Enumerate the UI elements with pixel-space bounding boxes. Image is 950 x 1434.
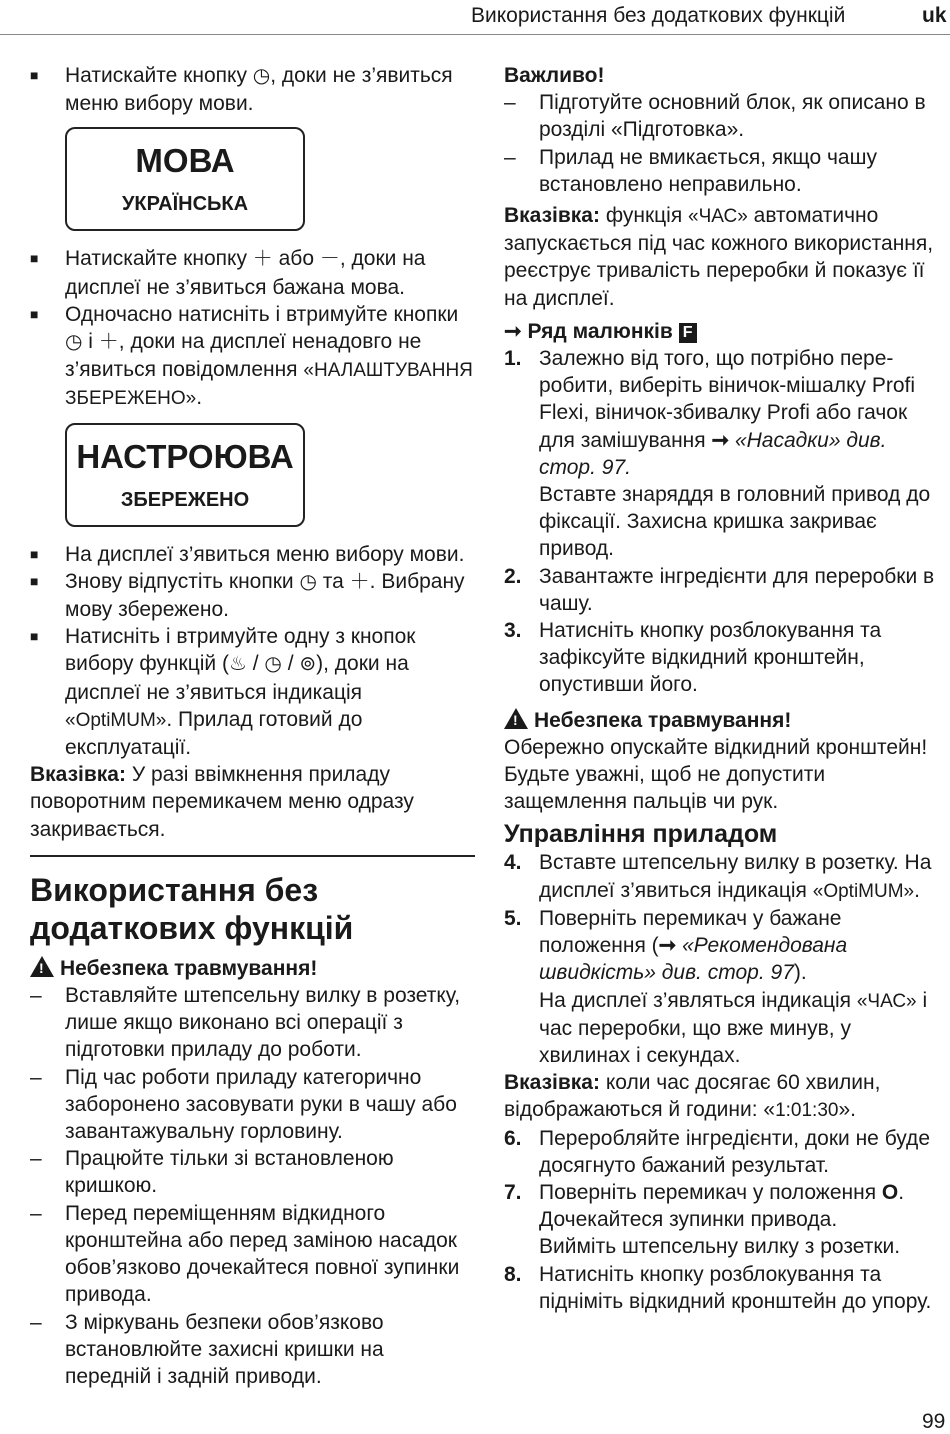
timer-icon: ◷ bbox=[264, 653, 282, 676]
arrow-right-icon: ➞ bbox=[711, 428, 730, 452]
figure-box: F bbox=[679, 323, 697, 343]
warning-triangle-icon bbox=[30, 956, 54, 977]
right-column bbox=[504, 62, 944, 1315]
list-item: ■ Натискайте кнопку ＋ або －, доки на дисплеї не з’явиться бажана мова. bbox=[30, 245, 475, 300]
list-item: – Перед переміщенням відкидного кронштейна або перед заміною насадок обов’язково дочекайтеся повної зупинки привода. bbox=[30, 1200, 475, 1309]
step-item: 3. Натисніть кнопку розблокування та зафіксуйте відкидний кронштейн, опустивши його. bbox=[504, 619, 882, 697]
left-column bbox=[30, 62, 475, 1390]
list-item: – Під час роботи приладу категорично заборонено засовувати руки в чашу або завантажувальну горловину. bbox=[30, 1064, 475, 1146]
note: Вказівка: функція «ЧАС» автоматично запускається під час кожного використання, реєструє тривалість переробки й показує її на дисплеї. bbox=[504, 204, 934, 310]
section-title: Використання без додаткових функцій bbox=[30, 855, 475, 947]
plus-icon: ＋ bbox=[252, 248, 273, 271]
timer-icon: ◷ bbox=[252, 65, 271, 87]
step-item: 5. Поверніть перемикач у бажане положення (➞ «Рекомендована швидкість» див. стор. 97). На дисплеї з’являться індикація «ЧАС» і час переробки, що вже минув, у хвилинах і секундах. bbox=[504, 906, 928, 1067]
list-item: ■ Одночасно натисніть і втримуйте кнопки ◷ і ＋, доки на дисплеї ненадовго не з’явиться повідомлення «НАЛАШТУВАННЯ ЗБЕРЕЖЕНО». bbox=[30, 301, 475, 413]
display-big-text: МОВА bbox=[135, 142, 235, 180]
warning-heading: !Небезпека травмування! bbox=[30, 955, 475, 982]
display-language bbox=[65, 127, 305, 231]
step-item: 6. Переробляйте інгредієнти, доки не буде досягнуто бажаний результат. bbox=[504, 1126, 930, 1177]
step-item: 7. Поверніть перемикач у положення O. Дочекайтеся зупинки привода. Вийміть штепсельну вилку з розетки. bbox=[504, 1180, 905, 1259]
note: Вказівка: коли час досягає 60 хвилин, відображаються й години: «1:01:30». bbox=[504, 1071, 881, 1122]
page-number: 99 bbox=[922, 1410, 946, 1433]
display-big-text: НАСТРОЮВА bbox=[76, 437, 294, 475]
header-language: uk bbox=[922, 4, 947, 27]
step-item: 4. Вставте штепсельну вилку в розетку. На дисплеї з’явиться індикація «OptiMUM». bbox=[504, 851, 932, 902]
warning-triangle-icon bbox=[504, 708, 528, 729]
warning-text: Обережно опускайте відкидний кронштейн! Будьте уважні, щоб не допустити защемлення пальців чи рук. bbox=[504, 735, 928, 814]
note: Вказівка: У разі ввімкнення приладу поворотним перемикачем меню одразу закривається. bbox=[30, 763, 414, 841]
arrow-right-icon: ➞ bbox=[504, 319, 522, 343]
warning-heading: !Небезпека травмування! bbox=[504, 707, 944, 734]
timer-icon: ◷ bbox=[65, 331, 83, 354]
scale-icon: ⊚ bbox=[299, 653, 317, 676]
plus-icon: ＋ bbox=[349, 570, 370, 593]
minus-icon: － bbox=[319, 248, 340, 271]
step-item: 2. Завантажте інгредієнти для переробки в чашу. bbox=[504, 564, 935, 615]
subsection-title: Управління приладом bbox=[504, 820, 778, 849]
display-small-text: УКРАЇНСЬКА bbox=[121, 193, 249, 216]
list-item: ■ Натискайте кнопку ◷, доки не з’явиться меню вибору мови. bbox=[30, 62, 475, 117]
timer-icon: ◷ bbox=[299, 570, 317, 593]
list-item: – Підготуйте основний блок, як описано в розділі «Підготовка». bbox=[504, 89, 944, 143]
arrow-right-icon: ➞ bbox=[658, 934, 677, 958]
plus-icon: ＋ bbox=[98, 331, 119, 354]
display-small-text: ЗБЕРЕЖЕНО bbox=[120, 488, 250, 511]
list-item: – Прилад не вмикається, якщо чашу встановлено неправильно. bbox=[504, 144, 944, 198]
list-item: ■ На дисплеї з’явиться меню вибору мови. bbox=[30, 541, 475, 568]
list-item: – Працюйте тільки зі встановленою кришкою. bbox=[30, 1145, 475, 1199]
off-circle-icon: O bbox=[881, 1180, 899, 1204]
display-saved bbox=[65, 423, 305, 527]
important-heading: Важливо! bbox=[504, 64, 605, 87]
figure-reference: ➞ Ряд малюнків F bbox=[504, 318, 944, 345]
list-item: – Вставляйте штепсельну вилку в розетку, лише якщо виконано всі операції з підготовки приладу до роботи. bbox=[30, 982, 475, 1064]
step-item: 8. Натисніть кнопку розблокування та підніміть відкидний кронштейн до упору. bbox=[504, 1262, 932, 1313]
page-header bbox=[0, 0, 950, 35]
list-item: – З міркувань безпеки обов’язково встановлюйте захисні кришки на передній і задній приводи. bbox=[30, 1309, 475, 1391]
list-item: ■ Натисніть і втримуйте одну з кнопок вибору функцій (♨ / ◷ / ⊚), доки на дисплеї не з’явиться індикація «OptiMUM». Прилад готовий до експлуатації. bbox=[30, 623, 475, 761]
bowl-icon: ♨ bbox=[228, 653, 247, 676]
header-title: Використання без додаткових функцій bbox=[471, 4, 846, 27]
step-item: 1. Залежно від того, що потрібно переробити, виберіть віничок-мішалку Profi Flexi, віничок-збивалку Profi або гачок для замішування ➞ «Насадки» див. стор. 97. Вставте знаряддя в головний привод до фіксації. Захисна кришка закриває привод. bbox=[504, 347, 931, 561]
list-item: ■ Знову відпустіть кнопки ◷ та ＋. Вибрану мову збережено. bbox=[30, 568, 475, 623]
